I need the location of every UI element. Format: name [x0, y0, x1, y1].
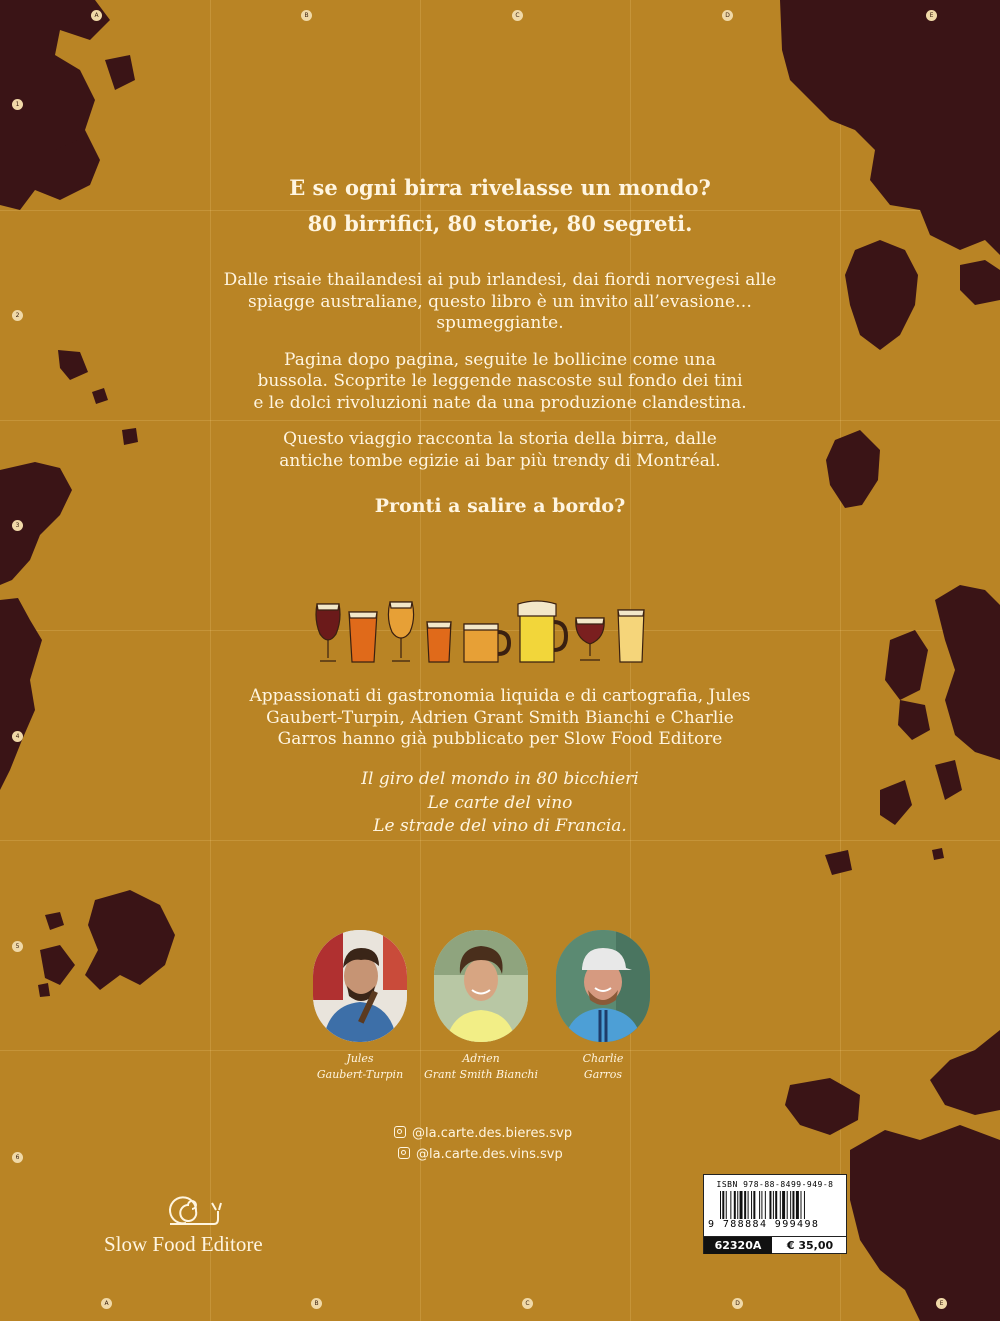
headline-line-2: 80 birrifici, 80 storie, 80 segreti.: [307, 211, 693, 236]
instagram-icon: [398, 1147, 410, 1159]
call-to-action: Pronti a salire a bordo?: [374, 495, 626, 517]
authors-intro: Appassionati di gastronomia liquida e di cartografia, Jules Gaubert-Turpin, Adrien Grant Smith Bianchi e Charlie Garros hanno già pubblicato per Slow Food Editore: [249, 686, 751, 749]
grid-row-marker: 3: [12, 520, 23, 531]
barcode-bar: [787, 1191, 788, 1219]
grid-row-marker: 6: [12, 1152, 23, 1163]
grid-column-marker: B: [311, 1298, 322, 1309]
barcode-bar: [775, 1191, 777, 1219]
barcode-bars: [720, 1191, 844, 1219]
barcode-bar: [720, 1191, 721, 1219]
barcode-bar: [790, 1191, 791, 1219]
barcode-bar: [753, 1191, 755, 1219]
author-last-name: Gaubert-Turpin: [316, 1068, 404, 1081]
paragraph: Pagina dopo pagina, seguite le bollicine come una bussola. Scoprite le leggende nascoste sul fondo dei tini e le dolci rivoluzioni nate da una produzione clandestina.: [253, 349, 747, 413]
barcode-bar: [751, 1191, 752, 1219]
price: € 35,00: [786, 1239, 834, 1252]
barcode-bar: [730, 1191, 731, 1219]
social-handle-text: @la.carte.des.vins.svp: [416, 1147, 563, 1162]
barcode-bar: [748, 1191, 749, 1219]
barcode-bar: [796, 1191, 799, 1219]
book-title: Il giro del mondo in 80 bicchieri: [361, 769, 639, 789]
author-first-name: Charlie: [582, 1052, 624, 1065]
author-first-name: Jules: [346, 1052, 374, 1065]
social-handle[interactable]: [394, 1126, 572, 1141]
beer-glasses-illustration: [312, 598, 650, 666]
barcode-bar: [737, 1191, 738, 1219]
barcode-bar: [722, 1191, 724, 1219]
grid-column-marker: C: [522, 1298, 533, 1309]
grid-row-marker: 1: [12, 99, 23, 110]
barcode-number: 9 788884 999498: [708, 1219, 820, 1230]
grid-row-marker: 5: [12, 941, 23, 952]
barcode-bar: [759, 1191, 760, 1219]
author-caption: [533, 1051, 673, 1083]
author-last-name: Garros: [583, 1068, 623, 1081]
grid-column-marker: A: [91, 10, 102, 21]
paragraph: Questo viaggio racconta la storia della birra, dalle antiche tombe egizie ai bar più trendy di Montréal.: [279, 429, 721, 471]
authors-intro-block: [0, 686, 1000, 751]
author-first-name: Adrien: [462, 1052, 500, 1065]
barcode-bar: [734, 1191, 736, 1219]
social-handle-text: @la.carte.des.bieres.svp: [412, 1126, 573, 1141]
headline-line-1: E se ogni birra rivelasse un mondo?: [289, 175, 711, 200]
instagram-icon: [394, 1126, 406, 1138]
grid-column-marker: E: [926, 10, 937, 21]
barcode-bar: [761, 1191, 762, 1219]
barcode-bar: [782, 1191, 785, 1219]
book-title: Le carte del vino: [427, 792, 573, 813]
barcode-bar: [769, 1191, 771, 1219]
product-code: 62320A: [704, 1237, 772, 1254]
publisher-name: Slow Food Editore: [104, 1232, 263, 1256]
description: [0, 270, 1000, 472]
author-portrait-jules: [313, 930, 407, 1042]
barcode-bar: [792, 1191, 794, 1219]
author-portrait-adrien: [434, 930, 528, 1042]
barcode-bar: [740, 1191, 743, 1219]
barcode-block: [703, 1174, 847, 1254]
barcode-bar: [744, 1191, 746, 1219]
barcode-bar: [804, 1191, 805, 1219]
grid-column-marker: D: [722, 10, 733, 21]
barcode-bar: [765, 1191, 766, 1219]
barcode-bar: [780, 1191, 781, 1219]
social-handle[interactable]: [398, 1147, 563, 1162]
grid-column-marker: C: [512, 10, 523, 21]
grid-column-marker: B: [301, 10, 312, 21]
author-caption: [290, 1051, 430, 1083]
grid-column-marker: E: [936, 1298, 947, 1309]
paragraph: Dalle risaie thailandesi ai pub irlandesi, dai fiordi norvegesi alle spiagge australiane, questo libro è un invito all’evasione… spumeggiante.: [223, 270, 777, 333]
previous-books: [0, 768, 1000, 839]
grid-column-marker: D: [732, 1298, 743, 1309]
grid-column-marker: A: [101, 1298, 112, 1309]
grid-row-marker: 4: [12, 731, 23, 742]
author-last-name: Grant Smith Bianchi: [423, 1068, 539, 1081]
author-portrait-charlie: [556, 930, 650, 1042]
barcode-bar: [726, 1191, 727, 1219]
book-title: Le strade del vino di Francia.: [373, 816, 627, 836]
barcode-bar: [773, 1191, 774, 1219]
snail-logo-icon: [166, 1193, 222, 1229]
author-caption: [411, 1051, 551, 1083]
barcode-bar: [801, 1191, 802, 1219]
grid-row-marker: 2: [12, 310, 23, 321]
isbn-label: ISBN 978-88-8499-949-8: [716, 1180, 834, 1189]
headline: [0, 170, 1000, 242]
